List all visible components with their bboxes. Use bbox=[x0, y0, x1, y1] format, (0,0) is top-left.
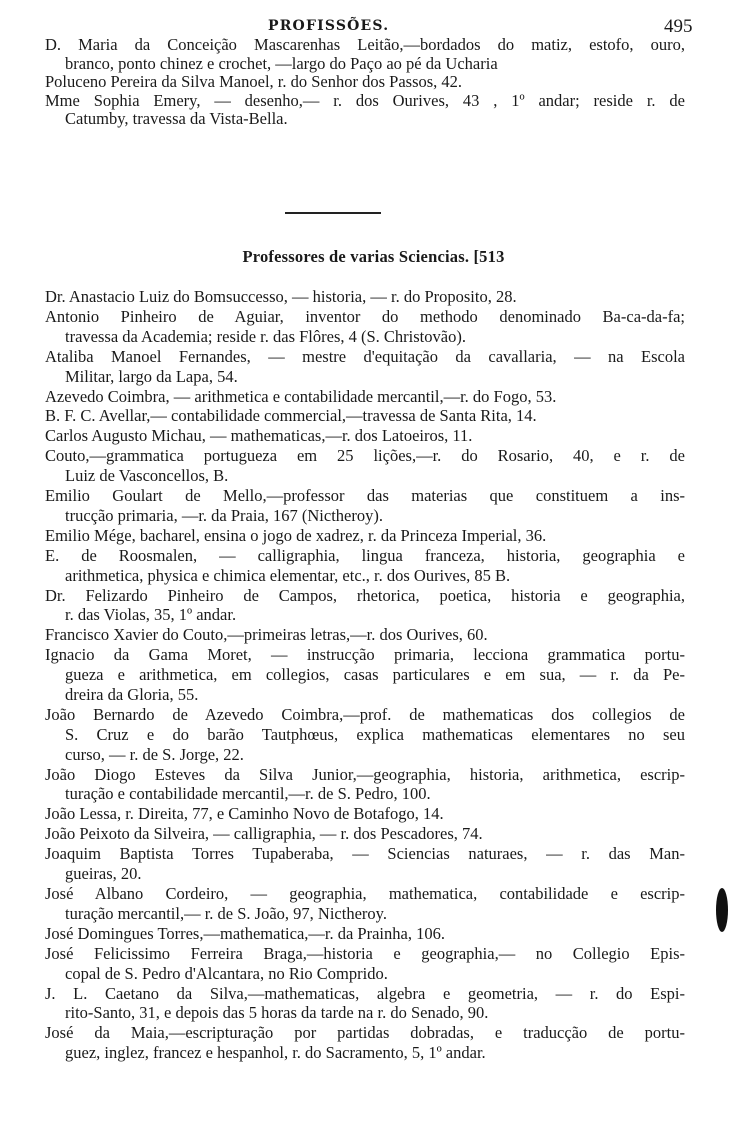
entry-line: Ignacio da Gama Moret, — instrucção primaria, lecciona grammatica portu- bbox=[45, 645, 685, 665]
list-entry bbox=[45, 844, 685, 884]
running-title: PROFISSÕES. bbox=[268, 18, 390, 34]
entry-continuation-line: copal de S. Pedro d'Alcantara, no Rio Comprido. bbox=[65, 963, 388, 983]
list-entry bbox=[45, 944, 685, 984]
entry-line: B. F. C. Avellar,— contabilidade commercial,—travessa de Santa Rita, 14. bbox=[45, 406, 537, 426]
section-divider bbox=[285, 212, 381, 214]
entry-line: Emilio Goulart de Mello,—professor das materias que constituem a ins- bbox=[45, 486, 685, 506]
entry-continuation-line: rito-Santo, 31, e depois das 5 horas da tarde na r. do Senado, 90. bbox=[65, 1003, 489, 1023]
list-entry bbox=[45, 824, 685, 844]
list-entry bbox=[45, 546, 685, 586]
entry-line: João Lessa, r. Direita, 77, e Caminho Novo de Botafogo, 14. bbox=[45, 804, 444, 824]
ink-blot bbox=[716, 888, 728, 932]
entry-continuation-line: Militar, largo da Lapa, 54. bbox=[65, 366, 238, 386]
list-entry bbox=[45, 804, 685, 824]
entry-continuation-line: curso, — r. de S. Jorge, 22. bbox=[65, 744, 244, 764]
page-number: 495 bbox=[664, 16, 693, 37]
entry-continuation-line: S. Cruz e do barão Tautphœus, explica mathematicas elementares no seu bbox=[65, 724, 685, 744]
entry-line: Carlos Augusto Michau, — mathematicas,—r. dos Latoeiros, 11. bbox=[45, 426, 473, 446]
entry-line: João Bernardo de Azevedo Coimbra,—prof. de mathematicas dos collegios de bbox=[45, 704, 685, 724]
entry-continuation-line: turação e contabilidade mercantil,—r. de S. Pedro, 100. bbox=[65, 784, 431, 804]
list-entry bbox=[45, 1023, 685, 1063]
entry-line: José Felicissimo Ferreira Braga,—historia e geographia,— no Collegio Epis- bbox=[45, 943, 685, 963]
list-entry bbox=[45, 625, 685, 645]
entry-line: Dr. Felizardo Pinheiro de Campos, rhetorica, poetica, historia e geographia, bbox=[45, 585, 685, 605]
continued-entries bbox=[45, 36, 685, 129]
entry-line: Poluceno Pereira da Silva Manoel, r. do Senhor dos Passos, 42. bbox=[45, 72, 463, 92]
list-entry bbox=[45, 426, 685, 446]
list-entry bbox=[45, 526, 685, 546]
entry-line: E. de Roosmalen, — calligraphia, lingua franceza, historia, geographia e bbox=[45, 545, 685, 565]
entry-continuation-line: Luiz de Vasconcellos, B. bbox=[65, 466, 229, 486]
entry-line: Couto,—grammatica portugueza em 25 lições,—r. do Rosario, 40, e r. de bbox=[45, 446, 685, 466]
entry-line: Antonio Pinheiro de Aguiar, inventor do methodo denominado Ba-ca-da-fa; bbox=[45, 306, 685, 326]
list-entry bbox=[45, 765, 685, 805]
entry-line: José da Maia,—escripturação por partidas dobradas, e traducção de portu- bbox=[45, 1023, 685, 1043]
entry-line: José Domingues Torres,—mathematica,—r. da Prainha, 106. bbox=[45, 923, 445, 943]
entry-continuation-line: Catumby, travessa da Vista-Bella. bbox=[65, 109, 288, 129]
list-entry bbox=[45, 36, 685, 73]
list-entry bbox=[45, 884, 685, 924]
list-entry bbox=[45, 486, 685, 526]
list-entry bbox=[45, 586, 685, 626]
entry-line: D. Maria da Conceição Mascarenhas Leitão,—bordados do matiz, estofo, ouro, bbox=[45, 36, 685, 54]
entry-continuation-line: branco, ponto chinez e crochet, —largo do Paço ao pé da Ucharia bbox=[65, 53, 498, 73]
entry-continuation-line: turação mercantil,— r. de S. João, 97, Nictheroy. bbox=[65, 903, 387, 923]
section-heading: Professores de varias Sciencias. [513 bbox=[242, 247, 505, 266]
entry-continuation-line: travessa da Academia; reside r. das Flôres, 4 (S. Christovão). bbox=[65, 326, 466, 346]
entry-line: J. L. Caetano da Silva,—mathematicas, algebra e geometria, — r. do Espi- bbox=[45, 983, 685, 1003]
list-entry bbox=[45, 92, 685, 129]
entry-line: João Peixoto da Silveira, — calligraphia, — r. dos Pescadores, 74. bbox=[45, 824, 483, 844]
list-entry bbox=[45, 705, 685, 765]
professor-list bbox=[45, 287, 685, 1063]
list-entry bbox=[45, 73, 685, 92]
list-entry bbox=[45, 645, 685, 705]
entry-line: Joaquim Baptista Torres Tupaberaba, — Sciencias naturaes, — r. das Man- bbox=[45, 844, 685, 864]
entry-line: Francisco Xavier do Couto,—primeiras letras,—r. dos Ourives, 60. bbox=[45, 625, 488, 645]
entry-line: Azevedo Coimbra, — arithmetica e contabilidade mercantil,—r. do Fogo, 53. bbox=[45, 386, 557, 406]
list-entry bbox=[45, 287, 685, 307]
entry-line: Mme Sophia Emery, — desenho,— r. dos Ourives, 43 , 1º andar; reside r. de bbox=[45, 91, 685, 110]
entry-continuation-line: r. das Violas, 35, 1º andar. bbox=[65, 605, 237, 625]
entry-line: João Diogo Esteves da Silva Junior,—geographia, historia, arithmetica, escrip- bbox=[45, 764, 685, 784]
list-entry bbox=[45, 924, 685, 944]
entry-continuation-line: guez, inglez, francez e hespanhol, r. do Sacramento, 5, 1º andar. bbox=[65, 1043, 486, 1063]
list-entry bbox=[45, 307, 685, 347]
list-entry bbox=[45, 984, 685, 1024]
entry-continuation-line: trucção primaria, —r. da Praia, 167 (Nictheroy). bbox=[65, 505, 383, 525]
entry-line: José Albano Cordeiro, — geographia, mathematica, contabilidade e escrip- bbox=[45, 884, 685, 903]
entry-continuation-line: gueza e arithmetica, em collegios, casas particulares e em sua, — r. da Pe- bbox=[65, 665, 685, 685]
list-entry bbox=[45, 446, 685, 486]
entry-line: Dr. Anastacio Luiz do Bomsuccesso, — historia, — r. do Proposito, 28. bbox=[45, 287, 517, 306]
entry-line: Emilio Mége, bacharel, ensina o jogo de xadrez, r. da Princeza Imperial, 36. bbox=[45, 525, 547, 545]
list-entry bbox=[45, 347, 685, 387]
list-entry bbox=[45, 406, 685, 426]
entry-continuation-line: arithmetica, physica e chimica elementar, etc., r. dos Ourives, 85 B. bbox=[65, 565, 511, 585]
entry-line: Ataliba Manoel Fernandes, — mestre d'equitação da cavallaria, — na Escola bbox=[45, 346, 685, 366]
entry-continuation-line: gueiras, 20. bbox=[65, 864, 142, 884]
entry-continuation-line: dreira da Gloria, 55. bbox=[65, 685, 199, 704]
list-entry bbox=[45, 387, 685, 407]
